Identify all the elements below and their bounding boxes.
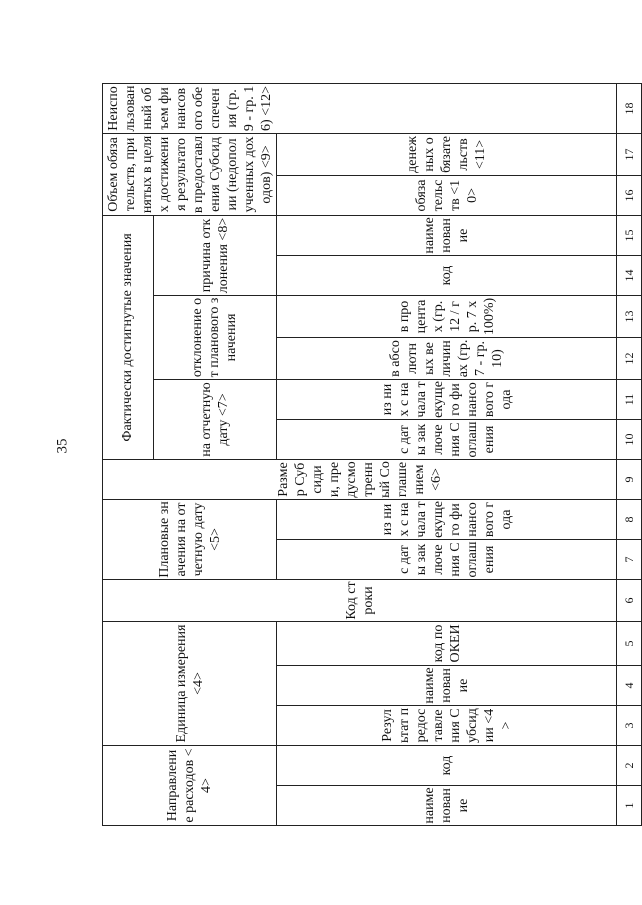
- header-unit: Единица измерения <4>: [103, 621, 277, 745]
- col-number: 7: [617, 539, 642, 579]
- col-number: 12: [617, 337, 642, 379]
- report-table-frame: [102, 84, 636, 826]
- header-reason-code: код: [277, 255, 617, 295]
- col-number: 18: [617, 83, 642, 133]
- header-reason-name: наименование: [277, 215, 617, 255]
- col-number: 2: [617, 745, 642, 785]
- header-deviation: отклонение от планового значения: [153, 295, 276, 379]
- header-deviation-percent: в процентах (гр. 12 / гр. 7 x 100%): [277, 295, 617, 337]
- header-obligations: Объем обязательств, принятых в целях достижения результатов предоставления Субсидии (недополученных доходов) <9>: [103, 133, 277, 215]
- page-number: 35: [54, 438, 71, 454]
- col-number: 13: [617, 295, 642, 337]
- header-unit-name: наименование: [277, 665, 617, 705]
- col-number: 1: [617, 786, 642, 826]
- col-number: 9: [617, 459, 642, 499]
- header-on-report-date: на отчетную дату <7>: [153, 379, 276, 459]
- header-deviation-absolute: в абсолютных величинах (гр. 7 - гр. 10): [277, 337, 617, 379]
- col-number: 5: [617, 621, 642, 665]
- header-cash-obligations: денежных обязательств <11>: [277, 133, 617, 175]
- col-number: 15: [617, 215, 642, 255]
- header-okei-code: код по ОКЕИ: [277, 621, 617, 665]
- col-number: 4: [617, 665, 642, 705]
- header-planned-since-signing: с даты заключения Соглашения: [277, 539, 617, 579]
- col-number: 3: [617, 705, 642, 745]
- header-line-code: Код строки: [103, 579, 617, 621]
- rotated-table-container: [102, 84, 636, 826]
- header-actual-since-signing: с даты заключения Соглашения: [277, 419, 617, 459]
- header-actual: Фактически достигнутые значения: [103, 215, 154, 459]
- header-direction: Направление расходов <4>: [103, 745, 277, 825]
- col-number: 11: [617, 379, 642, 419]
- col-number: 10: [617, 419, 642, 459]
- header-deviation-reason: причина отклонения <8>: [153, 215, 276, 295]
- header-actual-year-start: из них с начала текущего финансового года: [277, 379, 617, 419]
- header-planned-year-start: из них с начала текущего финансового года: [277, 499, 617, 539]
- header-result: Результат предоставления Субсидии <4>: [277, 705, 617, 745]
- col-number: 14: [617, 255, 642, 295]
- subsidy-report-table: [102, 83, 642, 826]
- header-direction-name: наименование: [277, 786, 617, 826]
- header-oblig-short: обязательств <10>: [277, 175, 617, 215]
- col-number: 8: [617, 499, 642, 539]
- col-number: 17: [617, 133, 642, 175]
- header-unused: Неиспользованный объем финансового обеспечения (гр. 9 - гр. 16) <12>: [103, 83, 617, 133]
- header-subsidy-size: Размер Субсидии, предусмотренный Соглашением <6>: [103, 459, 617, 499]
- header-direction-code: код: [277, 745, 617, 785]
- col-number: 6: [617, 579, 642, 621]
- col-number: 16: [617, 175, 642, 215]
- header-planned: Плановые значения на отчетную дату <5>: [103, 499, 277, 579]
